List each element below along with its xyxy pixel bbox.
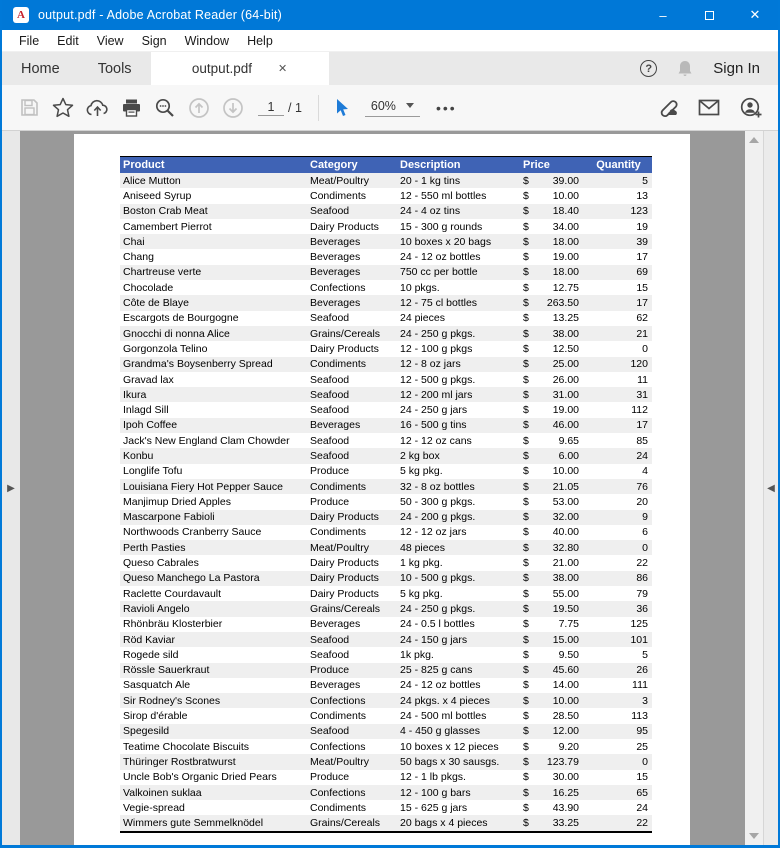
tab-document-label: output.pdf <box>191 61 252 76</box>
product-table <box>120 156 652 833</box>
star-favorite-icon[interactable] <box>46 93 80 123</box>
page-up-icon[interactable] <box>182 93 216 123</box>
sign-in-button[interactable]: Sign In <box>713 60 760 77</box>
table-row: Chocolade Confections 10 pkgs. $ 12.75 15 <box>123 281 648 294</box>
table-row: Grandma's Boysenberry Spread Condiments 12 - 8 oz jars $ 25.00 120 <box>120 357 652 372</box>
close-button[interactable]: ✕ <box>749 7 761 22</box>
table-row: Gravad lax Seafood 12 - 500 g pkgs. $ 26.00 11 <box>123 373 648 386</box>
help-icon[interactable]: ? <box>640 60 657 77</box>
menu-bar <box>2 30 778 52</box>
table-row: Valkoinen suklaa Confections 12 - 100 g bars $ 16.25 65 <box>120 785 652 800</box>
save-icon[interactable] <box>12 93 46 123</box>
maximize-button[interactable] <box>686 0 732 30</box>
share-link-icon[interactable] <box>650 93 684 123</box>
table-row: Ipoh Coffee Beverages 16 - 500 g tins $ 46.00 17 <box>120 418 652 433</box>
page-total-label: / 1 <box>288 100 302 115</box>
table-row: Gnocchi di nonna Alice Grains/Cereals 24 - 250 g pkgs. $ 38.00 21 <box>120 326 652 341</box>
table-row: Northwoods Cranberry Sauce Condiments 12 - 12 oz jars $ 40.00 6 <box>123 526 648 539</box>
table-row: Chartreuse verte Beverages 750 cc per bottle $ 18.00 69 <box>120 265 652 280</box>
search-zoom-icon[interactable] <box>148 93 182 123</box>
table-row: Chai Beverages 10 boxes x 20 bags $ 18.00 39 <box>120 234 652 249</box>
page-number-input[interactable]: 1 <box>258 100 284 116</box>
col-header-category: Category <box>310 159 358 171</box>
table-row: Mascarpone Fabioli Dairy Products 24 - 200 g pkgs. $ 32.00 9 <box>120 510 652 525</box>
table-row: Röd Kaviar Seafood 24 - 150 g jars $ 15.00 101 <box>120 632 652 647</box>
table-row: Sir Rodney's Scones Confections 24 pkgs. x 4 pieces $ 10.00 3 <box>120 693 652 708</box>
table-row: Alice Mutton Meat/Poultry 20 - 1 kg tins $ 39.00 5 <box>120 173 652 188</box>
table-row: Ikura Seafood 12 - 200 ml jars $ 31.00 31 <box>120 387 652 402</box>
menu-item-sign[interactable]: Sign <box>141 33 167 48</box>
document-canvas <box>20 131 745 845</box>
zoom-level-value: 60% <box>370 98 396 113</box>
table-row: Manjimup Dried Apples Produce 50 - 300 g pkgs. $ 53.00 20 <box>123 495 648 508</box>
more-tools-button[interactable]: ••• <box>435 99 457 116</box>
notification-bell-icon[interactable] <box>677 60 693 78</box>
table-row: Ravioli Angelo Grains/Cereals 24 - 250 g pkgs. $ 19.50 36 <box>120 601 652 616</box>
toolbar-divider <box>318 95 319 121</box>
table-row: Chang Beverages 24 - 12 oz bottles $ 19.00 17 <box>123 251 648 264</box>
menu-item-view[interactable]: View <box>96 33 124 48</box>
tab-document[interactable] <box>151 52 329 85</box>
acrobat-logo-icon: A <box>13 7 29 23</box>
table-row: Wimmers gute Semmelknödel Grains/Cereals 20 bags x 4 pieces $ 33.25 22 <box>120 815 652 830</box>
table-row: Queso Cabrales Dairy Products 1 kg pkg. $ 21.00 22 <box>123 557 648 570</box>
table-row: Sasquatch Ale Beverages 24 - 12 oz bottles $ 14.00 111 <box>123 679 648 692</box>
main-toolbar <box>2 85 778 131</box>
chevron-down-icon <box>406 103 414 108</box>
table-row: Queso Manchego La Pastora Dairy Products 10 - 500 g pkgs. $ 38.00 86 <box>120 571 652 586</box>
left-panel-toggle[interactable] <box>2 131 20 845</box>
minimize-button[interactable]: – <box>659 7 667 23</box>
scroll-up-icon[interactable] <box>749 137 759 143</box>
print-icon[interactable] <box>114 93 148 123</box>
table-row: Inlagd Sill Seafood 24 - 250 g jars $ 19.00 112 <box>123 404 648 417</box>
table-row: Boston Crab Meat Seafood 24 - 4 oz tins $ 18.40 123 <box>120 204 652 219</box>
table-row: Gorgonzola Telino Dairy Products 12 - 100 g pkgs $ 12.50 0 <box>123 342 648 355</box>
col-header-product: Product <box>123 159 165 171</box>
table-body <box>120 173 652 831</box>
table-row: Rhönbräu Klosterbier Beverages 24 - 0.5 l bottles $ 7.75 125 <box>123 618 648 631</box>
select-pointer-icon[interactable] <box>325 93 359 123</box>
title-bar <box>2 0 778 30</box>
table-row: Perth Pasties Meat/Poultry 48 pieces $ 32.80 0 <box>120 540 652 555</box>
table-row: Vegie-spread Condiments 15 - 625 g jars $ 43.90 24 <box>123 801 648 814</box>
pdf-page <box>74 134 690 845</box>
maximize-icon <box>705 11 714 20</box>
tab-home[interactable]: Home <box>21 60 60 77</box>
table-row: Rössle Sauerkraut Produce 25 - 825 g cans $ 45.60 26 <box>120 663 652 678</box>
table-row: Jack's New England Clam Chowder Seafood 12 - 12 oz cans $ 9.65 85 <box>123 434 648 447</box>
col-header-description: Description <box>400 159 461 171</box>
table-row: Konbu Seafood 2 kg box $ 6.00 24 <box>120 448 652 463</box>
right-panel-toggle[interactable] <box>763 131 778 845</box>
menu-item-window[interactable]: Window <box>184 33 230 48</box>
expand-right-icon: ▶ <box>7 482 15 494</box>
table-row: Sirop d'érable Condiments 24 - 500 ml bottles $ 28.50 113 <box>123 710 648 723</box>
table-row: Camembert Pierrot Dairy Products 15 - 300 g rounds $ 34.00 19 <box>123 220 648 233</box>
expand-left-icon: ◀ <box>767 482 775 494</box>
table-row: Thüringer Rostbratwurst Meat/Poultry 50 bags x 30 sausgs. $ 123.79 0 <box>120 754 652 769</box>
email-icon[interactable] <box>692 93 726 123</box>
tab-bar <box>2 52 778 85</box>
table-row: Uncle Bob's Organic Dried Pears Produce 12 - 1 lb pkgs. $ 30.00 15 <box>123 771 648 784</box>
col-header-price: Price <box>523 159 550 171</box>
table-row: Côte de Blaye Beverages 12 - 75 cl bottles $ 263.50 17 <box>120 295 652 310</box>
table-row: Spegesild Seafood 4 - 450 g glasses $ 12.00 95 <box>120 724 652 739</box>
table-row: Longlife Tofu Produce 5 kg pkg. $ 10.00 4 <box>123 465 648 478</box>
tab-close-icon[interactable]: ✕ <box>277 63 288 75</box>
col-header-quantity: Quantity <box>596 159 641 171</box>
table-row: Aniseed Syrup Condiments 12 - 550 ml bottles $ 10.00 13 <box>123 189 648 202</box>
page-down-icon[interactable] <box>216 93 250 123</box>
table-row: Rogede sild Seafood 1k pkg. $ 9.50 5 <box>123 648 648 661</box>
cloud-upload-icon[interactable] <box>80 93 114 123</box>
menu-item-edit[interactable]: Edit <box>57 33 79 48</box>
window-title: output.pdf - Adobe Acrobat Reader (64-bit) <box>38 8 282 22</box>
menu-item-help[interactable]: Help <box>247 33 273 48</box>
table-row: Escargots de Bourgogne Seafood 24 pieces $ 13.25 62 <box>123 312 648 325</box>
zoom-control[interactable] <box>365 99 420 117</box>
table-row: Teatime Chocolate Biscuits Confections 10 boxes x 12 pieces $ 9.20 25 <box>123 740 648 753</box>
menu-item-file[interactable]: File <box>19 33 40 48</box>
vertical-scrollbar[interactable] <box>745 131 763 845</box>
table-row: Raclette Courdavault Dairy Products 5 kg pkg. $ 55.00 79 <box>123 587 648 600</box>
tab-tools[interactable]: Tools <box>97 60 132 77</box>
table-header-row <box>120 157 652 173</box>
table-row: Louisiana Fiery Hot Pepper Sauce Condiments 32 - 8 oz bottles $ 21.05 76 <box>120 479 652 494</box>
account-add-icon[interactable] <box>734 93 768 123</box>
scroll-down-icon[interactable] <box>749 833 759 839</box>
document-area <box>2 131 778 845</box>
